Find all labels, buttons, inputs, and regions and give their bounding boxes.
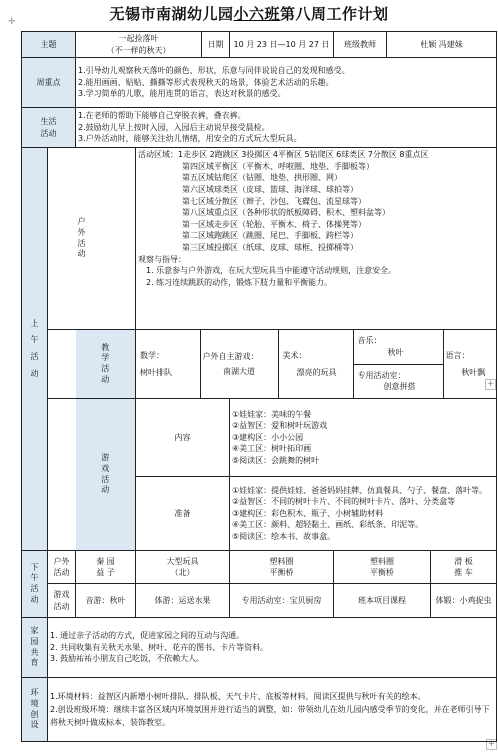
afternoon-game-cell-3: 专用活动室：宝贝厨房 [230,584,334,618]
weekly-focus-label: 周重点 [22,58,76,108]
games-content-list: ①娃娃家：美味的午餐 ②益智区：爱和树叶玩游戏 ③建构区：小小公园 ④美工区：树叶拓印画 ⑤阅读区：会跳舞的树叶 [230,399,497,477]
add-column-icon[interactable]: + [486,379,495,389]
teacher-value: 杜颖 冯建妹 [387,32,497,58]
theme-value: 一起捡落叶 （不一样的秋天） [76,32,202,58]
games-content-label: 内容 [136,399,230,477]
games-spacer [48,399,76,551]
afternoon-outdoor-label: 户外活动 [48,551,76,584]
teaching-row [22,330,497,399]
outdoor-spacer [48,148,76,330]
outdoor-label: 户外活动 [76,148,136,330]
life-label: 生活活动 [22,108,76,148]
family-label: 家园共育 [22,618,48,678]
teacher-label: 班级教师 [334,32,387,58]
title-school: 无锡市南湖幼儿园 [109,5,234,23]
plan-table [21,31,497,742]
weekly-focus-row [22,58,497,108]
outdoor-game-cell: 户外自主游戏： 南湖大道 [200,330,278,398]
afternoon-game-row [22,584,497,618]
environment-label: 环境创设 [22,678,48,742]
family-row [22,618,497,678]
morning-label: 上午活动 [22,148,48,551]
afternoon-game-cell-4: 班本项目课程 [334,584,431,618]
afternoon-outdoor-cell-3: 塑料圈 平衡桥 [230,551,334,584]
special-room-cell: 专用活动室： 创意拼搭 [353,364,443,398]
teaching-label: 教学活动 [76,330,136,399]
add-row-icon[interactable]: + [487,739,496,749]
afternoon-game-label: 游戏活动 [48,584,76,618]
afternoon-outdoor-row [22,551,497,584]
afternoon-outdoor-cell-5: 滑 板 推 车 [431,551,497,584]
afternoon-game-cell-5: 体锻：小鸡捉虫 [431,584,497,618]
teaching-content [136,330,497,399]
language-cell: 语言： 秋叶飘 [443,330,498,398]
games-content-row [22,399,497,477]
title-week: 第八周工作计划 [280,5,389,23]
date-label: 日期 [202,32,230,58]
family-content: 1. 通过亲子活动的方式，促进家园之间的互动与沟通。 2. 共同收集有关秋天水果、树叶、花卉的图书、卡片等资料。 3. 鼓励祐祐小朋友自己吃饭，不依赖大人。 [48,618,497,678]
morning-outdoor-row [22,148,497,330]
date-value: 10 月 23 日—10 月 27 日 [230,32,334,58]
theme-label: 主题 [22,32,76,58]
teaching-spacer [48,330,76,399]
afternoon-outdoor-cell-2: 大型玩具 （北） [136,551,230,584]
afternoon-outdoor-cell-4: 塑料圈 平衡桥 [334,551,431,584]
games-prep-label: 准备 [136,477,230,551]
outdoor-content: 活动区域：1走步区 2跑跳区 3投掷区 4平衡区 5钻爬区 6球类区 7分散区 8重点区 第四区域平衡区（平衡木、呼啦圈、地垫、手脚板等） 第五区域钻爬区（钻圈、地垫、拱形圈、网） 第六区域球类区（皮球、篮球、海洋球、球拍等） 第七区域分散区（辫子、沙包、飞碟包、流星球等） 第八区域重点区（各种形状的纸板障碍、积木、塑料盆等） 第一区域走步区（轮胎、平衡木、椅子、体操凳等） 第二区域跑跳区（跳圈、尾巴、手脚板、跨栏等） 第三区域投掷区（纸球、皮球、球框、投掷桶等） 观察与指导： 1. 乐意参与户外游戏，在玩大型玩具当中能遵守活动规则，注意安全。 2. 练习连续跳跃的动作，锻炼下肢力量和平衡能力。 [136,148,497,330]
life-row [22,108,497,148]
environment-row [22,678,497,742]
afternoon-game-cell-1: 音游：秋叶 [76,584,136,618]
afternoon-label: 下午活动 [22,551,48,618]
table-move-handle-icon[interactable]: ✛ [8,17,16,27]
environment-content: 1.环境材料：益智区内新增小树叶排队、排队板、天气卡片、底板等材料，阅读区提供与秋叶有关的绘本。 2.创设班级环境：继续丰富各区域内环境氛围并进行适当的调整，如：带领幼儿在幼儿园内感受季节的变化，并在老师引导下将秋天树叶做成标本，装饰教室。 [48,678,497,742]
math-cell: 数学： 树叶排队 [136,330,200,398]
life-content: 1.在老师的帮助下能够自己穿脱衣裤，叠衣裤。 2.鼓励幼儿早上按时入园，入园后主动说早接受晨检。 3.户外活动时，能够关注幼儿情绪，用安全的方式玩大型玩具。 [76,108,497,148]
games-prep-list: ①娃娃家：提供娃娃、爸爸妈妈挂牌、仿真餐具、勺子、餐盘、落叶等。 ②益智区：不同的树叶卡片、不同的树叶卡片、落叶、分类盒等 ③建构区：彩色积木、瓶子、小树辅助材料 ④美工区：颜料、超轻黏土、画纸、彩纸条、印泥等。 ⑤阅读区：绘本书、故事盒。 [230,477,497,551]
music-cell: 音乐： 秋叶 [353,330,443,364]
weekly-focus-content: 1.引导幼儿观察秋天落叶的颜色、形状，乐意与同伴说说自己的发现和感受。 2.能用画画、贴贴、撕撕等形式表现秋天的场景，体验艺术活动的乐趣。 3.学习简单的儿歌，能用连贯的语言，表达对秋景的感受。 [76,58,497,108]
page-title [0,3,498,24]
games-label: 游戏活动 [76,399,136,551]
art-cell: 美术： 漂亮的玩具 [278,330,353,398]
afternoon-outdoor-cell-1: 秦 园 益 子 [76,551,136,584]
afternoon-game-cell-2: 体游：运送水果 [136,584,230,618]
header-row [22,32,497,58]
title-class: 小六班 [233,5,280,23]
